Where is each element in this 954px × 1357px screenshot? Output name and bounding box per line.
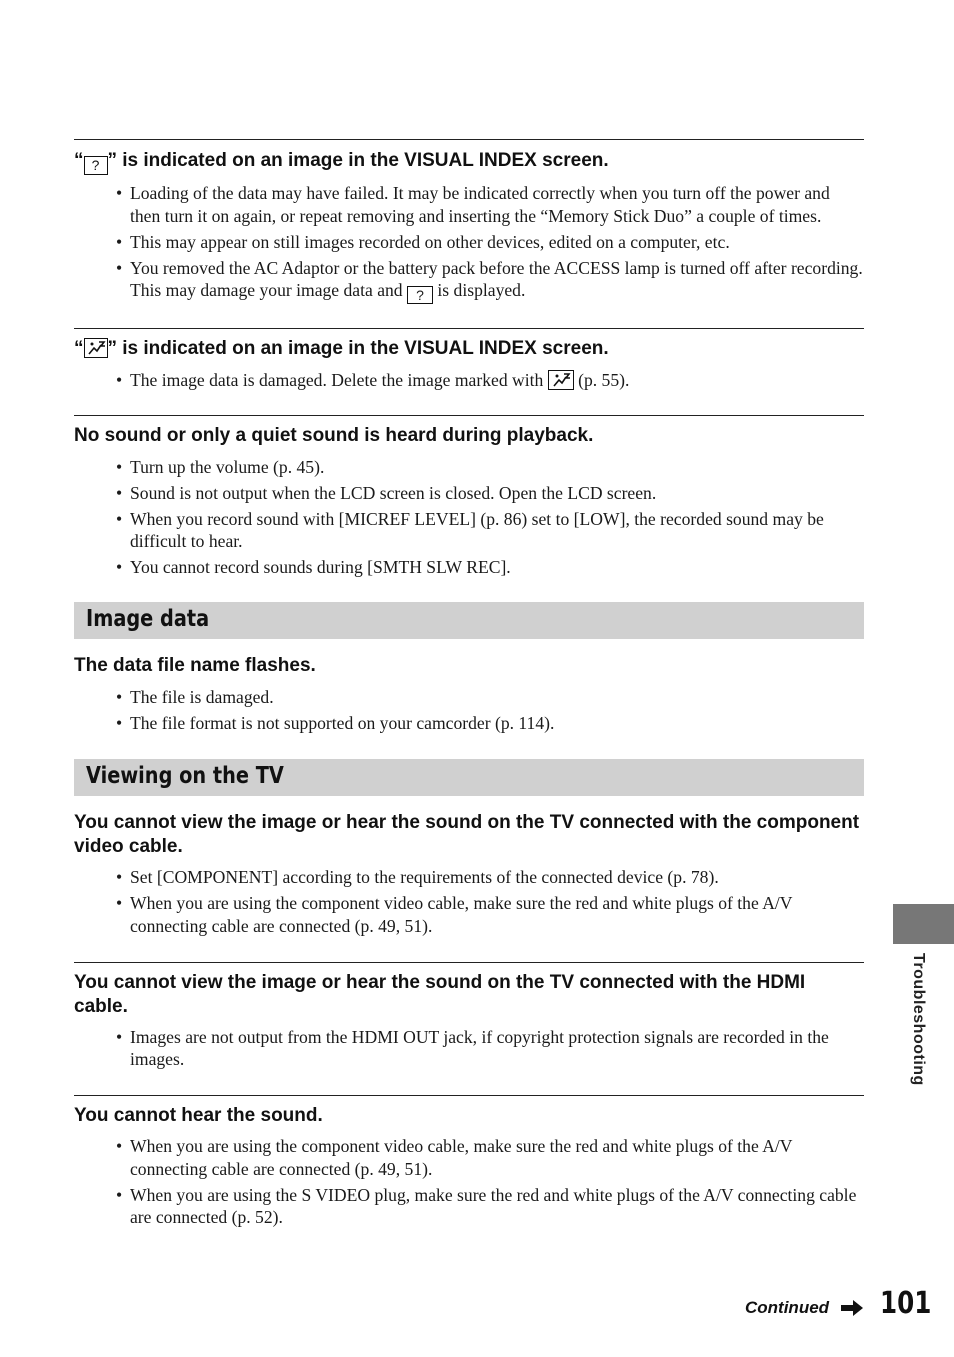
chapter-label: Troubleshooting [910, 953, 927, 1086]
bullet-list [74, 182, 864, 304]
damaged-image-icon [548, 370, 574, 390]
heading-no-sound: No sound or only a quiet sound is heard during playback. [74, 424, 594, 446]
bullet-list [74, 1135, 864, 1229]
bullet-list [74, 866, 864, 937]
heading-file-name-flashes: The data file name flashes. [74, 655, 316, 676]
list-item: • When you record sound with [MICREF LEVEL] (p. 86) set to [LOW], the recorded sound may be difficult to hear. [116, 508, 864, 553]
heading-question-icon: “ ? ” is indicated on an image in the VISUAL INDEX screen. [74, 150, 609, 173]
list-item: • Sound is not output when the LCD screen is closed. Open the LCD screen. [116, 482, 864, 505]
section-title-image-data: Image data [74, 602, 864, 639]
right-arrow-icon [840, 1299, 864, 1317]
section-title-viewing-tv: Viewing on the TV [74, 759, 864, 796]
question-mark-icon: ? [84, 156, 108, 175]
list-item: • Images are not output from the HDMI OUT jack, if copyright protection signals are recorded in the images. [116, 1026, 864, 1071]
list-item: • Turn up the volume (p. 45). [116, 456, 864, 479]
damaged-image-icon [84, 338, 108, 358]
list-item: • When you are using the S VIDEO plug, make sure the red and white plugs of the A/V connecting cable are connected (p. 52). [116, 1184, 864, 1229]
bullet-list [74, 1026, 864, 1071]
list-item: • You cannot record sounds during [SMTH SLW REC]. [116, 556, 864, 579]
list-item: • The file format is not supported on your camcorder (p. 114). [116, 712, 864, 735]
chapter-tab-marker [893, 904, 954, 944]
heading-hdmi-cable: You cannot view the image or hear the sound on the TV connected with the HDMI cable. [74, 971, 806, 1017]
heading-cannot-hear: You cannot hear the sound. [74, 1105, 323, 1126]
bullet-list [74, 369, 864, 392]
continued-label: Continued [745, 1298, 830, 1317]
bullet-list [74, 456, 864, 579]
page-number: 101 [880, 1286, 932, 1321]
list-item: • Loading of the data may have failed. It may be indicated correctly when you turn off the power and then turn it on again, or repeat removing and inserting the “Memory Stick Duo” a couple of times. [116, 182, 864, 227]
list-item: • When you are using the component video cable, make sure the red and white plugs of the A/V connecting cable are connected (p. 49, 51). [116, 892, 864, 937]
list-item: • Set [COMPONENT] according to the requirements of the connected device (p. 78). [116, 866, 864, 889]
heading-damaged-icon: “ ” is indicated on an image in the VISUAL INDEX screen. [74, 337, 609, 359]
bullet-list [74, 686, 864, 735]
list-item: • This may appear on still images recorded on other devices, edited on a computer, etc. [116, 231, 864, 254]
list-item: • The image data is damaged. Delete the image marked with (p. 55). [116, 369, 864, 392]
heading-component-cable: You cannot view the image or hear the sound on the TV connected with the component video cable. [74, 812, 860, 857]
list-item: • When you are using the component video cable, make sure the red and white plugs of the A/V connecting cable are connected (p. 49, 51). [116, 1135, 864, 1180]
question-mark-icon: ? [407, 286, 433, 304]
page-content [74, 139, 864, 1232]
list-item: • You removed the AC Adaptor or the battery pack before the ACCESS lamp is turned off after recording. This may damage your image data and ? is displayed. [116, 257, 864, 305]
list-item: • The file is damaged. [116, 686, 864, 709]
